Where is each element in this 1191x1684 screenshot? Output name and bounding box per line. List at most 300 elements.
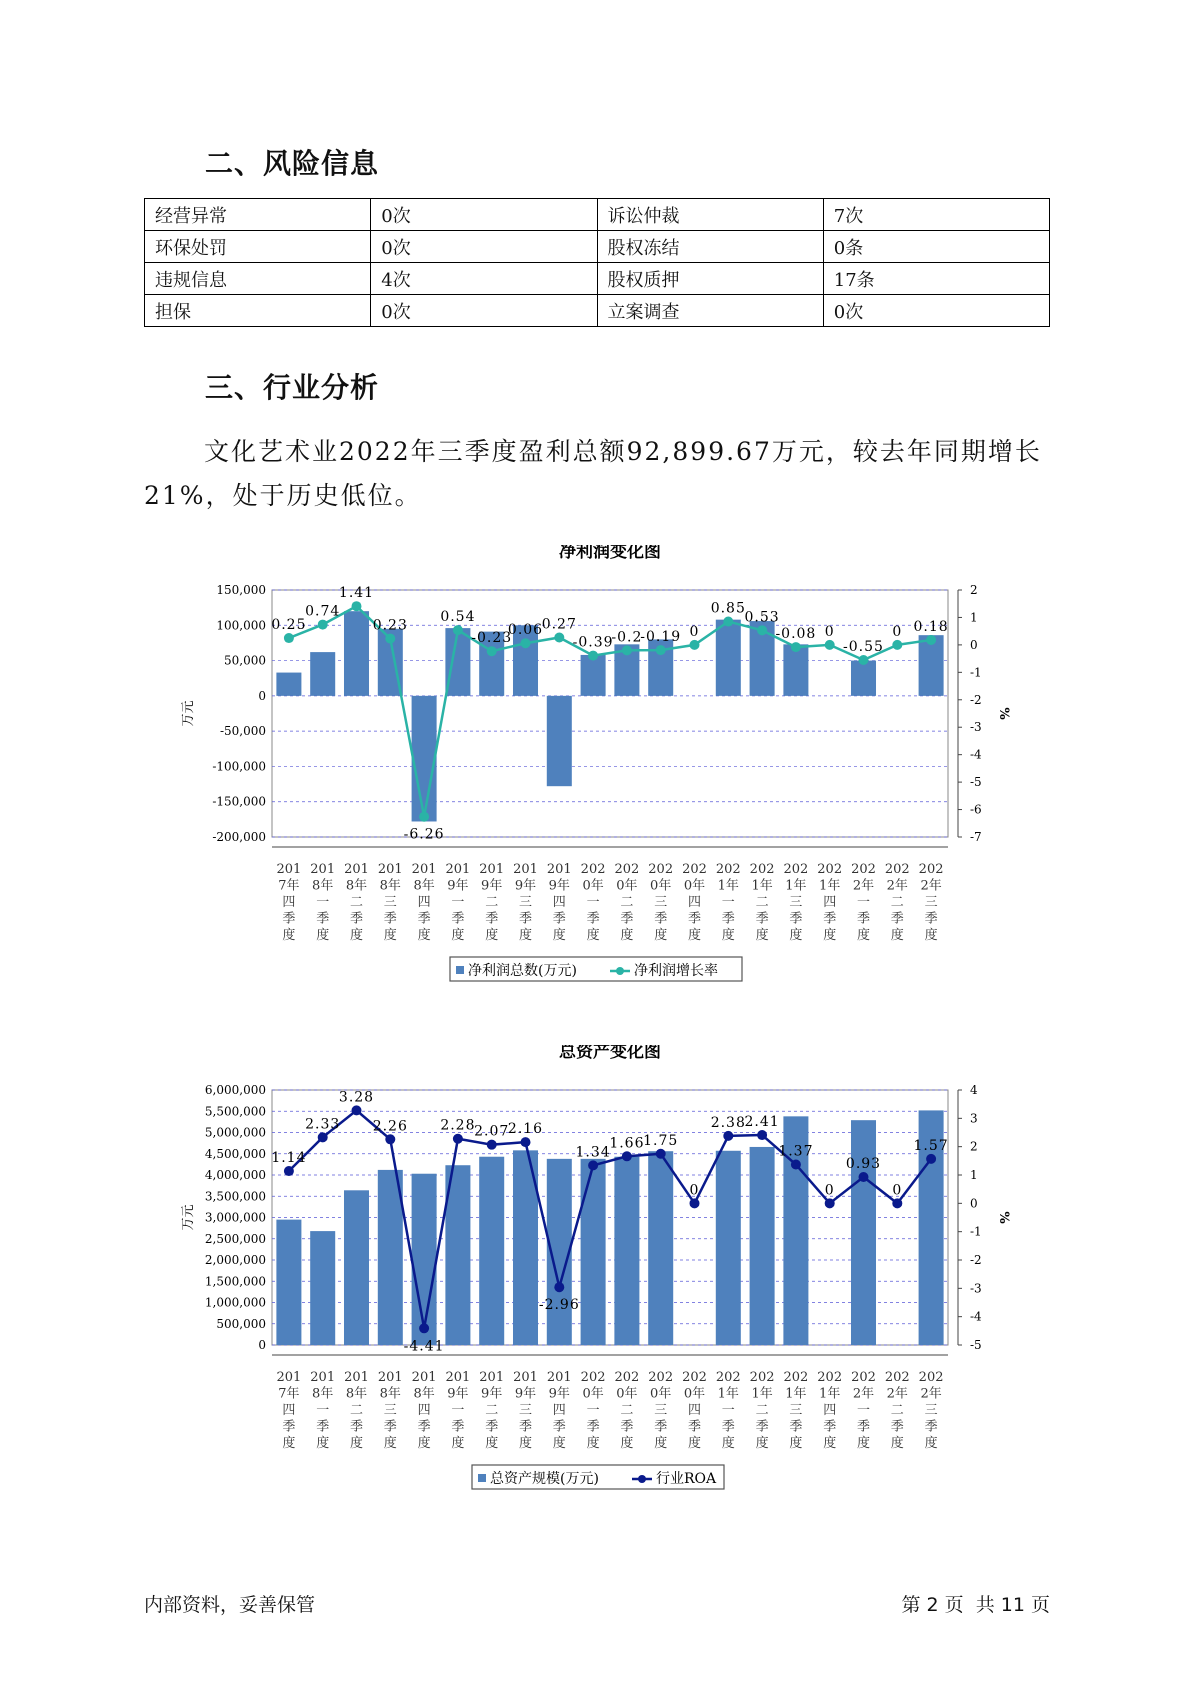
line-point	[690, 640, 700, 650]
y2-tick-label: 2	[970, 1139, 978, 1154]
data-label: -0.55	[843, 638, 884, 655]
x-tick-label: 8年	[345, 878, 368, 894]
x-tick-label: 季	[687, 1419, 702, 1435]
line-point	[656, 645, 666, 655]
x-tick-label: 201	[546, 862, 572, 877]
x-tick-label: 四	[687, 895, 702, 910]
data-label: -0.2	[611, 629, 643, 646]
y-tick-label: 5,000,000	[204, 1125, 266, 1140]
x-tick-label: 201	[445, 862, 471, 877]
y-tick-label: 0	[258, 688, 266, 703]
x-tick-label: 二	[890, 1403, 904, 1418]
x-tick-label: 8年	[379, 1386, 401, 1402]
x-tick-label: 度	[349, 928, 364, 943]
x-tick-label: 季	[316, 911, 330, 927]
x-tick-label: 202	[884, 862, 910, 877]
x-tick-label: 季	[924, 1419, 938, 1435]
x-tick-label: 度	[586, 1436, 600, 1451]
y-tick-label: 6,000,000	[204, 1083, 266, 1097]
line-point	[352, 1105, 362, 1115]
y-tick-label: 3,500,000	[204, 1189, 266, 1204]
line-point	[825, 1198, 835, 1208]
x-tick-label: 季	[856, 911, 871, 927]
x-tick-label: 0年	[616, 878, 638, 894]
bar	[614, 1157, 639, 1345]
x-tick-label: 7年	[278, 1386, 300, 1402]
data-label: 0.54	[440, 609, 476, 626]
data-label: 2.41	[744, 1114, 780, 1131]
legend-bar-label: 净利润总数(万元)	[468, 963, 577, 979]
data-label: -0.19	[640, 629, 682, 646]
risk-value-cell: 4次	[371, 263, 597, 295]
x-tick-label: 201	[479, 1370, 505, 1385]
data-label: 1.14	[271, 1150, 307, 1167]
x-tick-label: 四	[282, 1403, 296, 1418]
chart-title: 总资产变化图	[559, 1045, 661, 1062]
x-tick-label: 季	[282, 911, 296, 927]
data-label: 1.37	[778, 1143, 814, 1160]
risk-label-cell: 股权质押	[597, 263, 823, 295]
x-tick-label: 201	[276, 1370, 302, 1385]
x-tick-label: 季	[485, 1419, 499, 1435]
bar	[445, 628, 470, 696]
line-point	[487, 646, 497, 656]
x-tick-label: 度	[856, 1436, 871, 1451]
x-tick-label: 度	[451, 928, 465, 943]
bar	[310, 1231, 335, 1345]
x-tick-label: 四	[282, 895, 296, 910]
x-tick-label: 度	[316, 928, 330, 943]
bar	[276, 1220, 301, 1345]
x-tick-label: 201	[513, 862, 538, 877]
x-tick-label: 0年	[683, 1386, 706, 1402]
x-tick-label: 度	[552, 928, 566, 943]
bar	[648, 1151, 673, 1345]
line-point	[318, 620, 328, 630]
x-tick-label: 季	[316, 1419, 330, 1435]
bar	[581, 655, 606, 696]
x-tick-label: 202	[715, 862, 741, 877]
x-tick-label: 三	[654, 895, 668, 910]
data-label: 0	[892, 623, 903, 640]
y2-tick-label: -5	[970, 1338, 982, 1352]
y-tick-label: -150,000	[212, 794, 266, 809]
x-tick-label: 度	[552, 1436, 566, 1451]
x-tick-label: 度	[417, 928, 431, 943]
line-point	[588, 1160, 598, 1170]
x-tick-label: 202	[682, 1370, 707, 1385]
data-label: 2.33	[305, 1116, 341, 1133]
legend-bar-swatch	[456, 966, 464, 974]
x-tick-label: 一	[856, 1403, 871, 1418]
line-point	[892, 640, 902, 650]
x-tick-label: 季	[282, 1419, 296, 1435]
x-tick-label: 一	[586, 895, 600, 910]
x-tick-label: 202	[851, 1370, 876, 1385]
data-label: 1.41	[338, 585, 375, 602]
y2-axis-label: %	[996, 707, 1010, 720]
total-assets-chart	[180, 1045, 1010, 1509]
x-tick-label: 1年	[717, 1386, 739, 1402]
line-point	[791, 1160, 801, 1170]
x-tick-label: 二	[755, 895, 769, 910]
x-tick-label: 二	[349, 1403, 364, 1418]
x-tick-label: 1年	[819, 878, 841, 894]
y2-tick-label: 1	[970, 610, 978, 625]
x-tick-label: 季	[924, 911, 938, 927]
x-tick-label: 一	[451, 895, 465, 910]
line-point	[554, 1282, 564, 1292]
x-tick-label: 202	[817, 1370, 843, 1385]
risk-row	[145, 199, 1050, 231]
x-tick-label: 季	[721, 1419, 735, 1435]
x-tick-label: 度	[620, 928, 634, 943]
x-tick-label: 9年	[481, 1386, 503, 1402]
data-label: 3.28	[338, 1089, 375, 1106]
y2-axis-label: %	[996, 1211, 1010, 1224]
x-tick-label: 季	[451, 1419, 465, 1435]
chart-title: 净利润变化图	[559, 545, 661, 562]
data-label: 2.16	[507, 1121, 544, 1138]
x-tick-label: 季	[890, 911, 904, 927]
y2-tick-label: -1	[970, 665, 982, 680]
legend-line-marker	[616, 967, 624, 975]
x-tick-label: 201	[377, 862, 403, 877]
bar	[851, 661, 876, 696]
data-label: -4.41	[403, 1338, 445, 1355]
risk-row	[145, 263, 1050, 295]
x-tick-label: 1年	[785, 878, 807, 894]
y-tick-label: 2,500,000	[204, 1231, 266, 1246]
line-point	[723, 617, 733, 627]
risk-value-cell: 7次	[823, 199, 1049, 231]
x-tick-label: 2年	[920, 1386, 942, 1402]
line-point	[690, 1198, 700, 1208]
y-tick-label: 0	[258, 1338, 266, 1352]
x-tick-label: 季	[518, 1419, 533, 1435]
x-tick-label: 201	[445, 1370, 471, 1385]
y2-tick-label: 0	[970, 1196, 978, 1211]
y-tick-label: -100,000	[212, 759, 266, 774]
x-tick-label: 度	[316, 1436, 330, 1451]
x-tick-label: 201	[513, 1370, 538, 1385]
risk-label-cell: 股权冻结	[597, 231, 823, 263]
x-tick-label: 度	[721, 928, 735, 943]
x-tick-label: 9年	[548, 878, 570, 894]
x-tick-label: 度	[823, 928, 837, 943]
x-tick-label: 201	[310, 862, 336, 877]
x-tick-label: 季	[654, 1419, 668, 1435]
x-tick-label: 度	[924, 1436, 938, 1451]
x-tick-label: 四	[552, 1403, 566, 1418]
x-tick-label: 度	[586, 928, 600, 943]
line-point	[859, 1172, 869, 1182]
line-point	[926, 1154, 936, 1164]
x-tick-label: 一	[721, 895, 735, 910]
legend-bar-label: 总资产规模(万元)	[490, 1471, 599, 1487]
x-tick-label: 2年	[886, 878, 908, 894]
data-label: 1.66	[609, 1135, 645, 1152]
line-point	[385, 1134, 395, 1144]
x-tick-label: 季	[586, 1419, 600, 1435]
data-label: 0	[892, 1182, 903, 1199]
bar	[344, 1190, 369, 1345]
risk-label-cell: 立案调查	[597, 295, 823, 327]
x-tick-label: 度	[789, 928, 803, 943]
x-tick-label: 季	[823, 911, 837, 927]
x-tick-label: 202	[614, 862, 640, 877]
x-tick-label: 0年	[582, 1386, 604, 1402]
x-tick-label: 度	[282, 1436, 296, 1451]
x-tick-label: 8年	[312, 1386, 334, 1402]
x-tick-label: 202	[817, 862, 843, 877]
x-tick-label: 季	[518, 911, 533, 927]
x-tick-label: 季	[417, 1419, 431, 1435]
line-point	[656, 1149, 666, 1159]
y-tick-label: 100,000	[216, 618, 266, 633]
bar	[479, 1157, 504, 1345]
x-tick-label: 1年	[717, 878, 739, 894]
x-tick-label: 二	[349, 895, 364, 910]
x-tick-label: 季	[552, 1419, 566, 1435]
x-tick-label: 一	[316, 895, 330, 910]
x-tick-label: 季	[823, 1419, 837, 1435]
x-tick-label: 二	[620, 1403, 634, 1418]
line-point	[419, 812, 429, 822]
page-number: 第 2 页 共 11 页	[901, 1594, 1050, 1616]
x-tick-label: 度	[349, 1436, 364, 1451]
x-tick-label: 季	[789, 1419, 803, 1435]
total-assets-chart-svg	[180, 1045, 1010, 1505]
legend-bar-swatch	[478, 1474, 486, 1482]
data-label: 0.06	[507, 622, 544, 639]
x-tick-label: 202	[783, 1370, 809, 1385]
x-tick-label: 201	[411, 862, 437, 877]
x-tick-label: 202	[580, 1370, 606, 1385]
line-point	[521, 1137, 531, 1147]
x-tick-label: 季	[451, 911, 465, 927]
x-tick-label: 二	[485, 895, 499, 910]
line-point	[453, 625, 463, 635]
line-point	[385, 634, 395, 644]
x-tick-label: 2年	[886, 1386, 908, 1402]
y2-tick-label: 3	[970, 1111, 978, 1126]
data-label: -0.08	[775, 626, 817, 643]
data-label: 1.75	[643, 1132, 679, 1149]
bar	[750, 1147, 775, 1345]
x-tick-label: 季	[856, 1419, 871, 1435]
x-tick-label: 一	[721, 1403, 735, 1418]
x-tick-label: 201	[310, 1370, 336, 1385]
y2-tick-label: -1	[970, 1224, 982, 1239]
x-tick-label: 202	[682, 862, 707, 877]
x-tick-label: 0年	[582, 878, 604, 894]
bar	[276, 673, 301, 696]
x-tick-label: 季	[687, 911, 702, 927]
y-tick-label: 50,000	[224, 653, 266, 668]
x-tick-label: 季	[349, 1419, 364, 1435]
x-tick-label: 201	[344, 862, 369, 877]
line-point	[757, 1130, 767, 1140]
x-tick-label: 7年	[278, 878, 300, 894]
x-tick-label: 1年	[751, 878, 773, 894]
data-label: 0.18	[913, 618, 949, 635]
x-tick-label: 9年	[447, 1386, 469, 1402]
bar	[412, 1174, 437, 1345]
x-tick-label: 度	[856, 928, 871, 943]
x-tick-label: 202	[851, 862, 876, 877]
x-tick-label: 季	[755, 1419, 769, 1435]
data-label: 0.85	[710, 600, 746, 617]
y-tick-label: 1,000,000	[204, 1295, 266, 1310]
legend-line-label: 行业ROA	[656, 1471, 717, 1487]
x-tick-label: 三	[924, 895, 938, 910]
x-tick-label: 202	[749, 1370, 775, 1385]
line-point	[622, 645, 632, 655]
x-tick-label: 度	[383, 1436, 397, 1451]
line-point	[284, 633, 294, 643]
y2-tick-label: -3	[970, 720, 982, 735]
x-tick-label: 9年	[447, 878, 469, 894]
risk-info-table	[144, 198, 1050, 327]
x-tick-label: 四	[687, 1403, 702, 1418]
y-axis-label: 万元	[181, 1204, 196, 1231]
footer-note: 内部资料，妥善保管	[144, 1594, 316, 1616]
y2-tick-label: 4	[970, 1083, 978, 1097]
line-point	[892, 1198, 902, 1208]
x-tick-label: 8年	[413, 1386, 435, 1402]
y-tick-label: 3,000,000	[204, 1210, 266, 1225]
x-tick-label: 四	[823, 895, 837, 910]
x-tick-label: 2年	[852, 1386, 875, 1402]
x-tick-label: 季	[417, 911, 431, 927]
x-tick-label: 度	[721, 1436, 735, 1451]
y-tick-label: -200,000	[212, 830, 266, 844]
x-tick-label: 季	[755, 911, 769, 927]
data-label: -6.26	[403, 826, 445, 843]
bar	[851, 1120, 876, 1345]
x-tick-label: 度	[485, 1436, 499, 1451]
x-tick-label: 三	[383, 1403, 397, 1418]
line-point	[757, 625, 767, 635]
x-tick-label: 9年	[481, 878, 503, 894]
x-tick-label: 度	[924, 928, 938, 943]
line-point	[419, 1323, 429, 1333]
bar	[581, 1159, 606, 1345]
x-tick-label: 三	[789, 1403, 803, 1418]
data-label: -0.39	[572, 634, 614, 651]
x-tick-label: 202	[783, 862, 809, 877]
x-tick-label: 季	[789, 911, 803, 927]
x-tick-label: 201	[411, 1370, 437, 1385]
line-point	[791, 642, 801, 652]
x-tick-label: 度	[823, 1436, 837, 1451]
x-tick-label: 度	[451, 1436, 465, 1451]
bar	[378, 1170, 403, 1345]
x-tick-label: 度	[755, 1436, 769, 1451]
x-tick-label: 202	[580, 862, 606, 877]
x-tick-label: 202	[884, 1370, 910, 1385]
net-profit-chart	[180, 545, 1010, 1009]
x-tick-label: 季	[620, 911, 634, 927]
line-point	[622, 1151, 632, 1161]
x-tick-label: 季	[586, 911, 600, 927]
x-tick-label: 度	[687, 928, 702, 943]
x-tick-label: 三	[518, 895, 533, 910]
line-point	[487, 1140, 497, 1150]
y-axis-label: 万元	[181, 700, 196, 727]
risk-label-cell: 经营异常	[145, 199, 371, 231]
data-label: 1.34	[575, 1144, 611, 1161]
x-tick-label: 1年	[785, 1386, 807, 1402]
x-tick-label: 202	[614, 1370, 640, 1385]
x-tick-label: 8年	[413, 878, 435, 894]
section-3-title: 三、行业分析	[205, 371, 380, 404]
x-tick-label: 1年	[751, 1386, 773, 1402]
y-tick-label: -50,000	[219, 724, 266, 739]
x-tick-label: 度	[755, 928, 769, 943]
x-tick-label: 一	[586, 1403, 600, 1418]
data-label: 0	[824, 623, 835, 640]
x-tick-label: 季	[485, 911, 499, 927]
x-tick-label: 三	[518, 1403, 533, 1418]
x-tick-label: 202	[749, 862, 775, 877]
x-tick-label: 一	[316, 1403, 330, 1418]
x-tick-label: 202	[648, 1370, 674, 1385]
x-tick-label: 度	[620, 1436, 634, 1451]
data-label: 2.38	[710, 1114, 746, 1131]
bar	[344, 611, 369, 696]
x-tick-label: 0年	[683, 878, 706, 894]
x-tick-label: 度	[890, 928, 904, 943]
x-tick-label: 8年	[379, 878, 401, 894]
x-tick-label: 201	[377, 1370, 403, 1385]
x-tick-label: 季	[552, 911, 566, 927]
data-label: 0.23	[372, 617, 408, 634]
industry-analysis-paragraph: 文化艺术业2022年三季度盈利总额92,899.67万元，较去年同期增长21%，处于历史低位。	[144, 437, 1042, 510]
risk-label-cell: 环保处罚	[145, 231, 371, 263]
risk-row	[145, 295, 1050, 327]
bar	[547, 696, 572, 786]
x-tick-label: 度	[518, 1436, 533, 1451]
data-label: 2.28	[440, 1117, 476, 1134]
line-point	[318, 1132, 328, 1142]
x-tick-label: 201	[344, 1370, 369, 1385]
x-tick-label: 度	[890, 1436, 904, 1451]
x-tick-label: 201	[546, 1370, 572, 1385]
x-tick-label: 度	[383, 928, 397, 943]
data-label: 0.25	[271, 617, 307, 634]
x-tick-label: 度	[687, 1436, 702, 1451]
bar	[716, 1151, 741, 1345]
section-2-title: 二、风险信息	[205, 147, 380, 180]
x-tick-label: 202	[648, 862, 674, 877]
x-tick-label: 度	[518, 928, 533, 943]
x-tick-label: 0年	[650, 1386, 672, 1402]
x-tick-label: 201	[479, 862, 505, 877]
risk-value-cell: 0次	[371, 295, 597, 327]
y2-tick-label: -4	[970, 1309, 982, 1324]
y2-tick-label: 1	[970, 1168, 978, 1182]
x-tick-label: 202	[918, 862, 944, 877]
line-point	[453, 1134, 463, 1144]
risk-value-cell: 0次	[371, 231, 597, 263]
y2-tick-label: -2	[970, 1253, 982, 1267]
risk-value-cell: 0次	[823, 295, 1049, 327]
y-tick-label: 2,000,000	[204, 1253, 266, 1267]
data-label: 2.07	[474, 1123, 510, 1140]
line-point	[554, 632, 564, 642]
